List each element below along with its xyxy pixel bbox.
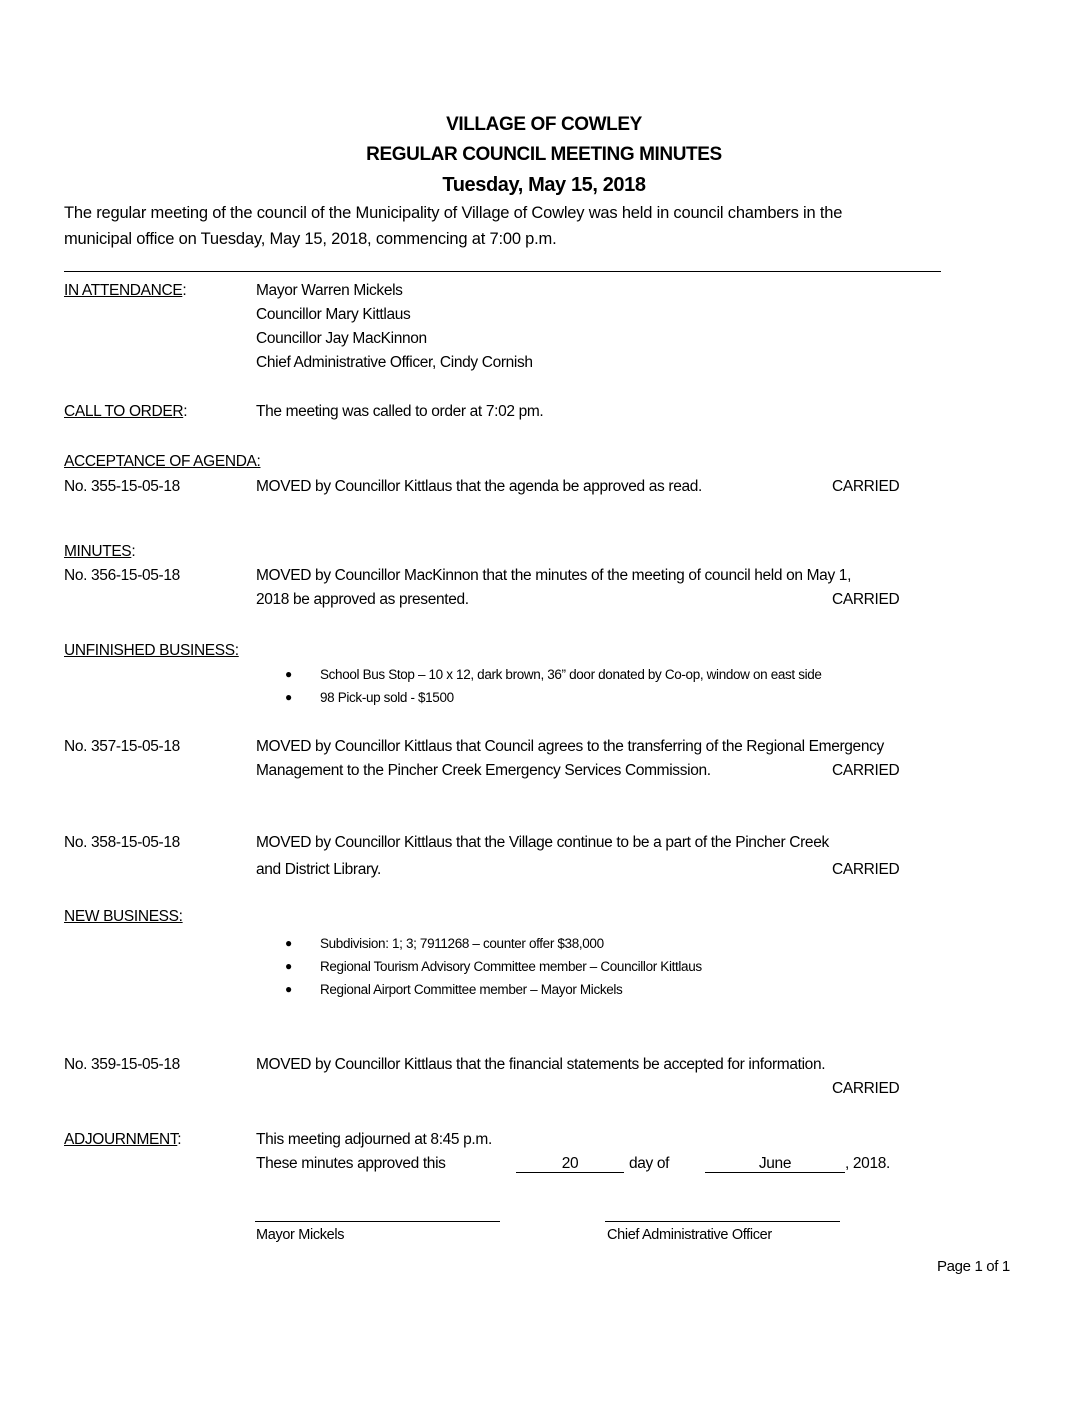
page-number: Page 1 of 1 [937, 1258, 1010, 1275]
bullet-icon: ● [285, 959, 293, 973]
bullet-icon: ● [285, 690, 293, 704]
motion-number: No. 358-15-05-18 [64, 834, 180, 851]
motion-text-line-2: and District Library. [256, 861, 382, 878]
motion-text-line-2: 2018 be approved as presented. [256, 591, 469, 608]
motion-text-line-1: MOVED by Councillor Kittlaus that Council agrees to the transferring of the Regional Emergency [256, 738, 884, 755]
document-title: REGULAR COUNCIL MEETING MINUTES [366, 144, 722, 165]
list-item: School Bus Stop – 10 x 12, dark brown, 36” door donated by Co-op, window on east side [320, 667, 822, 682]
adjournment-heading: ADJOURNMENT: [64, 1131, 182, 1148]
approval-month-field: June [705, 1155, 845, 1173]
agenda-heading: ACCEPTANCE OF AGENDA: [64, 453, 261, 470]
day-of-label: day of [629, 1155, 670, 1172]
motion-status: CARRIED [832, 762, 900, 779]
mayor-signature-line [255, 1221, 500, 1222]
motion-status: CARRIED [832, 1080, 900, 1097]
org-title: VILLAGE OF COWLEY [446, 114, 642, 135]
cao-signature-label: Chief Administrative Officer [607, 1227, 772, 1243]
mayor-signature-label: Mayor Mickels [256, 1227, 345, 1243]
motion-status: CARRIED [832, 478, 900, 495]
motion-text: MOVED by Councillor Kittlaus that the financial statements be accepted for information. [256, 1056, 826, 1073]
adjournment-text: This meeting adjourned at 8:45 p.m. [256, 1131, 492, 1148]
intro-line-1: The regular meeting of the council of the Municipality of Village of Cowley was held in council chambers in the [64, 204, 843, 222]
motion-text-line-2: Management to the Pincher Creek Emergency Services Commission. [256, 762, 711, 779]
approval-line: These minutes approved this [256, 1155, 446, 1172]
motion-status: CARRIED [832, 591, 900, 608]
approval-day-field: 20 [516, 1155, 624, 1173]
meeting-date: Tuesday, May 15, 2018 [442, 174, 646, 196]
call-to-order-heading: CALL TO ORDER: [64, 403, 188, 420]
list-item: 98 Pick-up sold - $1500 [320, 690, 454, 705]
intro-line-2: municipal office on Tuesday, May 15, 2018, commencing at 7:00 p.m. [64, 230, 557, 248]
attendee: Chief Administrative Officer, Cindy Cornish [256, 354, 533, 371]
attendance-heading: IN ATTENDANCE: [64, 282, 187, 299]
motion-number: No. 356-15-05-18 [64, 567, 180, 584]
list-item: Regional Airport Committee member – Mayor Mickels [320, 982, 623, 997]
motion-number: No. 359-15-05-18 [64, 1056, 180, 1073]
bullet-icon: ● [285, 667, 293, 681]
bullet-icon: ● [285, 982, 293, 996]
attendee: Councillor Jay MacKinnon [256, 330, 427, 347]
motion-text-line-1: MOVED by Councillor Kittlaus that the Village continue to be a part of the Pincher Creek [256, 834, 829, 851]
motion-number: No. 355-15-05-18 [64, 478, 180, 495]
list-item: Regional Tourism Advisory Committee member – Councillor Kittlaus [320, 959, 702, 974]
header-divider [64, 271, 941, 272]
cao-signature-line [605, 1221, 840, 1222]
attendee: Councillor Mary Kittlaus [256, 306, 411, 323]
motion-number: No. 357-15-05-18 [64, 738, 180, 755]
minutes-heading: MINUTES: [64, 543, 136, 560]
list-item: Subdivision: 1; 3; 7911268 – counter offer $38,000 [320, 936, 604, 951]
motion-text: MOVED by Councillor Kittlaus that the agenda be approved as read. [256, 478, 702, 495]
unfinished-business-heading: UNFINISHED BUSINESS: [64, 642, 239, 659]
call-to-order-text: The meeting was called to order at 7:02 pm. [256, 403, 544, 420]
motion-text-line-1: MOVED by Councillor MacKinnon that the minutes of the meeting of council held on May 1, [256, 567, 852, 584]
new-business-heading: NEW BUSINESS: [64, 908, 183, 925]
approval-year: , 2018. [845, 1155, 890, 1172]
motion-status: CARRIED [832, 861, 900, 878]
bullet-icon: ● [285, 936, 293, 950]
attendee: Mayor Warren Mickels [256, 282, 403, 299]
